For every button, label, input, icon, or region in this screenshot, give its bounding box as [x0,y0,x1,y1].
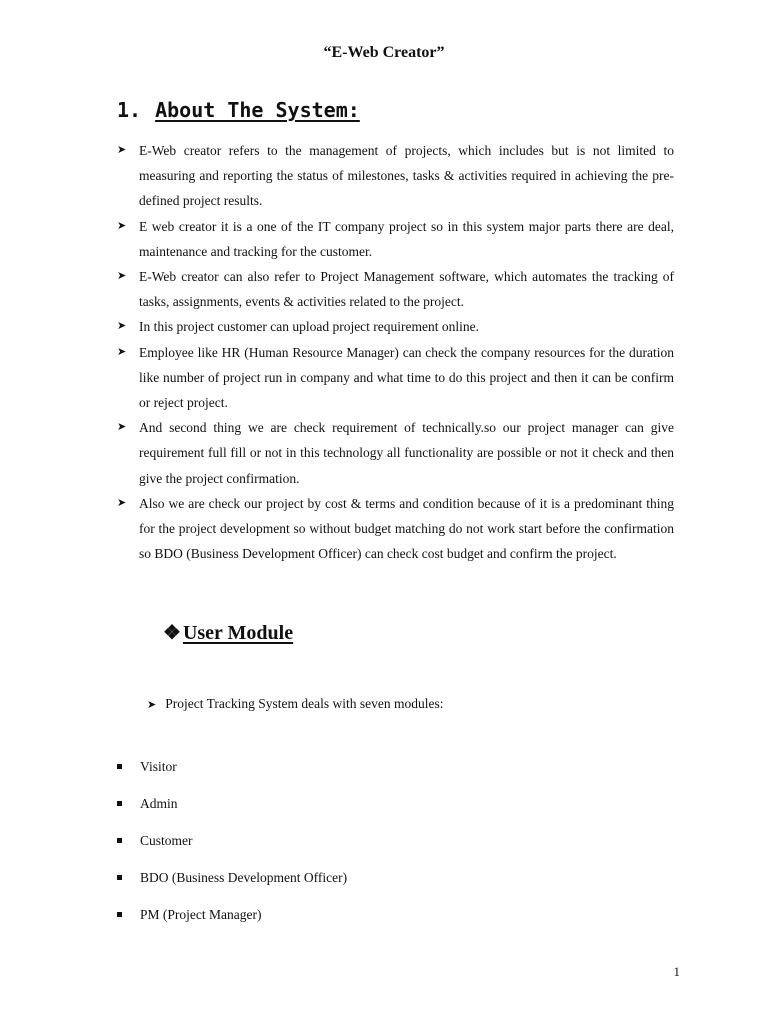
bullet-text: Employee like HR (Human Resource Manager) can check the company resources for the duration like number of project run in company and what time to do this project and then it can be confirm or reject project. [139,344,674,411]
modules-intro [147,694,443,715]
square-bullet-icon [117,801,122,806]
arrow-bullet-icon: ➤ [117,421,127,434]
arrow-bullet-icon: ➤ [117,496,127,509]
list-item [117,868,347,905]
section-title: About The System: [155,98,360,122]
module-name: BDO (Business Development Officer) [140,870,348,885]
page-number: 1 [673,964,680,979]
list-item [117,340,674,416]
square-bullet-icon [117,838,122,843]
module-name: Admin [140,796,178,811]
diamond-icon: ❖ [163,622,181,644]
section-number: 1. [117,98,142,122]
module-list [117,757,347,942]
document-header: “E-Web Creator” [323,44,445,61]
arrow-bullet-icon: ➤ [117,345,127,358]
square-bullet-icon [117,764,122,769]
list-item [117,314,674,339]
bullet-text: E-Web creator refers to the management of projects, which includes but is not limited to measuring and reporting the status of milestones, tasks & activities required in achieving the pre-defined project results. [139,143,674,209]
bullet-text: E web creator it is a one of the IT company project so in this system major parts there are deal, maintenance and tracking for the customer. [139,218,674,259]
list-item [117,138,674,214]
module-name: Customer [140,833,193,848]
square-bullet-icon [117,912,122,917]
arrow-bullet-icon: ➤ [147,699,157,711]
list-item [117,491,674,567]
list-item [117,905,347,942]
arrow-bullet-icon: ➤ [117,144,127,156]
arrow-bullet-icon: ➤ [117,270,127,283]
bullet-text: And second thing we are check requirement of technically.so our project manager can give requirement full fill or not in this technology all functionality are possible or not it check and then give the project confirmation. [139,420,674,486]
list-item [117,831,347,868]
list-item [117,214,674,264]
arrow-bullet-icon: ➤ [117,219,127,232]
modules-intro-text: Project Tracking System deals with seven modules: [165,696,444,711]
about-bullet-list [117,138,674,566]
square-bullet-icon [117,875,122,880]
list-item [117,794,347,831]
user-module-heading [163,620,293,645]
list-item [117,415,674,491]
bullet-text: Also we are check our project by cost & terms and condition because of it is a predominant thing for the project development so without budget matching do not work start before the confirmation so BDO (Business Development Officer) can check cost budget and confirm the project. [139,495,674,562]
bullet-text: In this project customer can upload project requirement online. [139,319,480,335]
bullet-text: E-Web creator can also refer to Project Management software, which automates the tracking of tasks, assignments, events & activities related to the project. [139,269,674,310]
module-name: PM (Project Manager) [140,907,262,922]
module-name: Visitor [140,759,177,774]
list-item [117,757,347,794]
arrow-bullet-icon: ➤ [117,320,127,333]
section-heading [117,98,360,122]
list-item [117,264,674,314]
user-module-title: User Module [182,622,294,644]
